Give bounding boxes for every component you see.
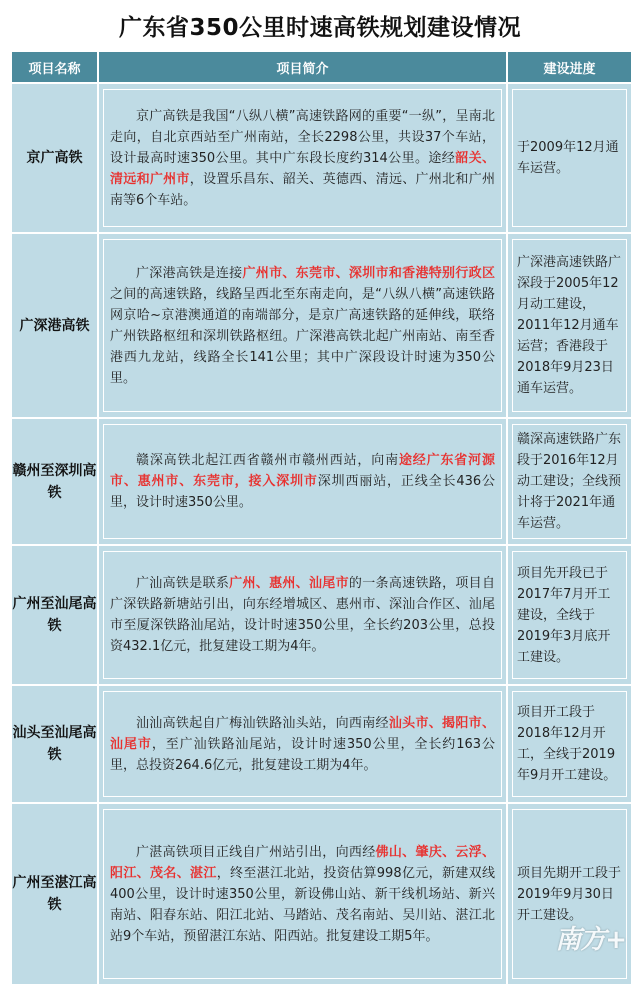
project-desc-cell <box>98 803 507 985</box>
desc-text: 深圳西丽站，正线全长436公里，设计时速350公里。 <box>110 474 495 510</box>
project-desc <box>110 263 495 389</box>
header-project-name: 项目名称 <box>11 51 98 83</box>
project-desc-cell <box>98 418 507 545</box>
highlight-cities: 韶关、清远和广州市 <box>110 150 495 187</box>
desc-text: 的一条高速铁路，项目自广深铁路新塘站引出，向东经增城区、惠州市、深汕合作区、汕尾市至厦深铁路汕尾站，设计时速350公里，全长约203公里，总投资432.1亿元，批复建设工期为4年。 <box>110 576 495 654</box>
header-progress: 建设进度 <box>507 51 632 83</box>
project-desc <box>110 713 495 776</box>
project-desc <box>110 450 495 513</box>
project-desc <box>110 106 495 211</box>
project-name-cell <box>11 685 98 803</box>
progress-text: 广深港高速铁路广深段于2005年12月动工建设，2011年12月通车运营；香港段于2018年9月23日通车运营。 <box>517 255 622 396</box>
progress-text: 于2009年12月通车运营。 <box>517 140 619 176</box>
progress-text: 项目先期开工段于2019年9月30日开工建设。 <box>517 865 622 923</box>
progress-cell <box>507 685 632 803</box>
page-title: 广东省350公里时速高铁规划建设情况 <box>118 14 521 41</box>
railway-table <box>10 50 633 986</box>
table-row <box>11 803 632 985</box>
table-row <box>11 685 632 803</box>
project-name-cell <box>11 418 98 545</box>
highlight-cities: 广州、惠州、汕尾市 <box>229 576 349 591</box>
highlight-cities: 汕头市、揭阳市、汕尾市 <box>110 715 495 752</box>
header-row <box>11 51 632 83</box>
table-row <box>11 233 632 418</box>
desc-text: ，至广汕铁路汕尾站，设计时速350公里，全长约163公里，总投资264.6亿元，批复建设工期为4年。 <box>110 736 495 773</box>
project-name-cell <box>11 545 98 685</box>
table-row <box>11 83 632 233</box>
progress-cell <box>507 83 632 233</box>
highlight-cities: 佛山、肇庆、云浮、阳江、茂名、湛江 <box>110 844 495 881</box>
desc-text: 广汕高铁是联系 <box>136 576 230 591</box>
highlight-cities: 广州市、东莞市、深圳市和香港特别行政区 <box>242 265 495 281</box>
progress-cell <box>507 545 632 685</box>
project-name: 赣州至深圳高铁 <box>12 462 97 501</box>
project-desc-cell <box>98 545 507 685</box>
desc-text: ，终至湛江北站，投资估算998亿元，新建双线400公里，设计时速350公里，新设佛山站、新干线机场站、新兴南站、阳春东站、阳江北站、马踏站、茂名南站、吴川站、湛江北站9个车站，预留湛江东站、阳西站。批复建设工期5年。 <box>110 865 495 944</box>
project-name: 汕头至汕尾高铁 <box>12 725 97 763</box>
watermark-logo: 南方+ <box>555 925 626 955</box>
progress-cell <box>507 418 632 545</box>
table-row <box>11 545 632 685</box>
project-name-cell <box>11 803 98 985</box>
project-name: 广州至湛江高铁 <box>12 875 97 913</box>
project-name: 广深港高铁 <box>19 317 90 334</box>
desc-text: 广深港高铁是连接 <box>136 265 243 281</box>
progress-text: 项目先开段已于2017年7月开工建设，全线于2019年3月底开工建设。 <box>517 565 611 665</box>
progress-cell <box>507 233 632 418</box>
header-project-desc: 项目简介 <box>98 51 507 83</box>
project-name-cell <box>11 83 98 233</box>
desc-text: 汕汕高铁起自广梅汕铁路汕头站，向西南经 <box>136 715 389 731</box>
project-desc <box>110 842 495 947</box>
project-name: 广州至汕尾高铁 <box>12 596 97 634</box>
project-desc-cell <box>98 685 507 803</box>
progress-text: 项目开工段于2018年12月开工，全线于2019年9月开工建设。 <box>517 705 617 783</box>
progress-text: 赣深高速铁路广东段于2016年12月动工建设；全线预计将于2021年通车运营。 <box>517 432 622 531</box>
table-row <box>11 418 632 545</box>
project-name-cell <box>11 233 98 418</box>
desc-text: 京广高铁是我国“八纵八横”高速铁路网的重要“一纵”，呈南北走向，自北京西站至广州南站，全长2298公里，共设37个车站，设计最高时速350公里。其中广东段长度约314公里。途经 <box>110 108 495 166</box>
project-desc-cell <box>98 83 507 233</box>
progress-cell <box>507 803 632 985</box>
desc-text: 广湛高铁项目正线自广州站引出，向西经 <box>136 844 376 860</box>
desc-text: 之间的高速铁路，线路呈西北至东南走向，是“八纵八横”高速铁路网京哈~京港澳通道的南端部分，是京广高速铁路的延伸线，联络广州铁路枢纽和深圳铁路枢纽。广深港高铁北起广州南站、南至香港西九龙站，线路全长141公里；其中广深段设计时速为350公里。 <box>110 286 495 386</box>
project-name: 京广高铁 <box>26 150 83 166</box>
project-desc-cell <box>98 233 507 418</box>
desc-text: 赣深高铁北起江西省赣州市赣州西站，向南 <box>136 453 399 468</box>
desc-text: ，设置乐昌东、韶关、英德西、清远、广州北和广州南等6个车站。 <box>110 171 495 208</box>
highlight-cities: 途经广东省河源市、惠州市、东莞市，接入深圳市 <box>110 453 495 489</box>
project-desc <box>110 573 495 657</box>
